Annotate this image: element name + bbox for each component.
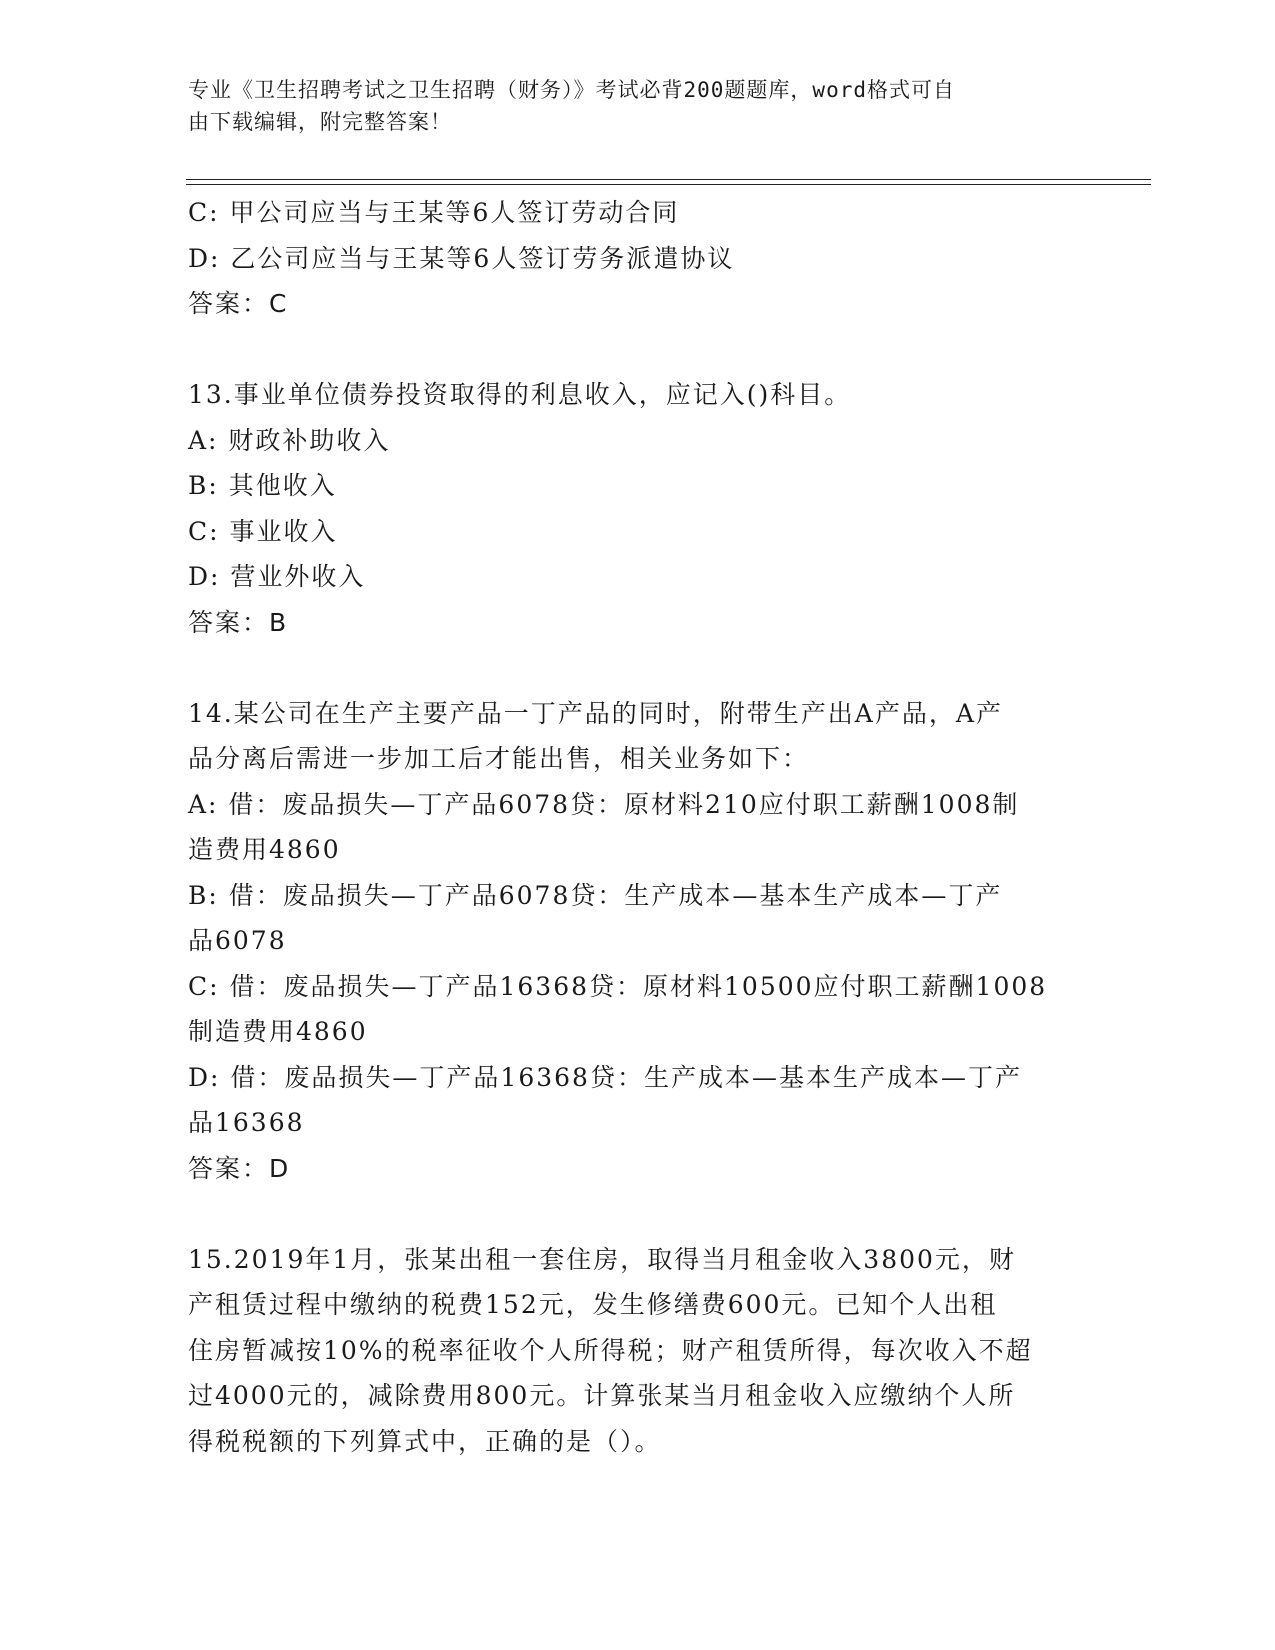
option-c: C: 借：废品损失—丁产品16368贷：原材料10500应付职工薪酬1008 — [188, 971, 1048, 1001]
option-a: A: 借：废品损失—丁产品6078贷：原材料210应付职工薪酬1008制 — [188, 789, 1020, 819]
question-stem: 14.某公司在生产主要产品一丁产品的同时，附带生产出A产品，A产 — [188, 698, 1003, 728]
question-stem: 品分离后需进一步加工后才能出售，相关业务如下： — [188, 744, 810, 773]
option-a: 造费用4860 — [188, 835, 341, 864]
question-stem: 住房暂减按10%的税率征收个人所得税；财产租赁所得，每次收入不超 — [188, 1335, 1033, 1365]
document-header — [188, 74, 1088, 138]
option-c: C: 事业收入 — [188, 516, 338, 546]
header-divider — [186, 184, 1151, 185]
header-line: 由下载编辑，附完整答案！ — [188, 110, 452, 134]
document-body — [188, 190, 1088, 1464]
question-stem: 13.事业单位债券投资取得的利息收入，应记入()科目。 — [188, 380, 852, 409]
header-line: 专业《卫生招聘考试之卫生招聘（财务）》考试必背200题题库，word格式可自 — [188, 78, 955, 102]
option-a: A: 财政补助收入 — [188, 425, 391, 455]
option-d: 品16368 — [188, 1108, 305, 1137]
option-c: C: 甲公司应当与王某等6人签订劳动合同 — [188, 198, 680, 227]
question-block-prev — [188, 190, 1088, 327]
question-block-13 — [188, 372, 1088, 645]
answer-line: 答案：C — [188, 289, 289, 318]
answer-line: 答案：D — [188, 1153, 291, 1183]
spacer — [188, 645, 1088, 691]
question-stem: 产租赁过程中缴纳的税费152元，发生修缮费600元。已知个人出租 — [188, 1290, 998, 1319]
option-b: B: 其他收入 — [188, 471, 337, 500]
option-d: D: 借：废品损失—丁产品16368贷：生产成本—基本生产成本—丁产 — [188, 1062, 1022, 1092]
question-block-15 — [188, 1237, 1088, 1465]
option-b: 品6078 — [188, 926, 287, 955]
question-stem: 得税税额的下列算式中，正确的是（）。 — [188, 1426, 662, 1456]
question-block-14 — [188, 691, 1088, 1192]
option-d: D: 乙公司应当与王某等6人签订劳务派遣协议 — [188, 243, 735, 273]
answer-line: 答案：B — [188, 607, 289, 637]
option-c: 制造费用4860 — [188, 1017, 368, 1046]
spacer — [188, 1191, 1088, 1237]
question-stem: 过4000元的，减除费用800元。计算张某当月租金收入应缴纳个人所 — [188, 1381, 1016, 1410]
spacer — [188, 327, 1088, 373]
header-divider — [186, 179, 1151, 180]
option-d: D: 营业外收入 — [188, 562, 366, 591]
option-b: B: 借：废品损失—丁产品6078贷：生产成本—基本生产成本—丁产 — [188, 880, 1003, 910]
question-stem: 15.2019年1月，张某出租一套住房，取得当月租金收入3800元，财 — [188, 1244, 1016, 1274]
